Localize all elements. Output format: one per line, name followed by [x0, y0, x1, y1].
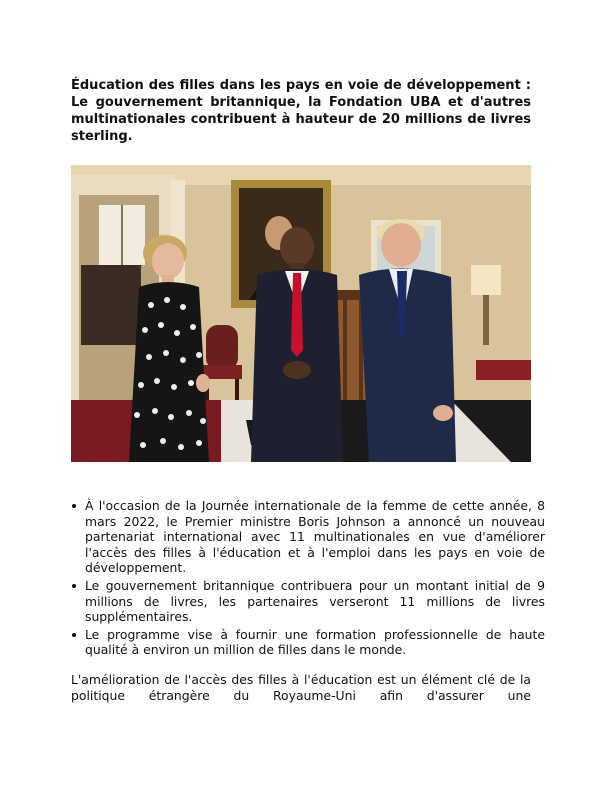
- article-photo: [71, 165, 531, 462]
- body-paragraph: L'amélioration de l'accès des filles à l'éducation est un élément clé de la politique étrangère du Royaume-Uni afin d'assurer une: [71, 672, 531, 703]
- list-item: À l'occasion de la Journée internationale de la femme de cette année, 8 mars 2022, le Premier ministre Boris Johnson a annoncé un nouveau partenariat international avec 11 multinationales en vue d'améliorer l'accès des filles à l'éducation et à l'emploi dans les pays en voie de développement.: [85, 498, 545, 576]
- key-points-list: [71, 498, 545, 660]
- list-item: Le programme vise à fournir une formation professionnelle de haute qualité à environ un million de filles dans le monde.: [85, 626, 545, 658]
- article-headline: Éducation des filles dans les pays en voie de développement : Le gouvernement britannique, la Fondation UBA et d'autres multinationales contribuent à hauteur de 20 millions de livres sterling.: [71, 78, 531, 144]
- list-item: Le gouvernement britannique contribuera pour un montant initial de 9 millions de livres, les partenaires verseront 11 millions de livres supplémentaires.: [85, 577, 545, 625]
